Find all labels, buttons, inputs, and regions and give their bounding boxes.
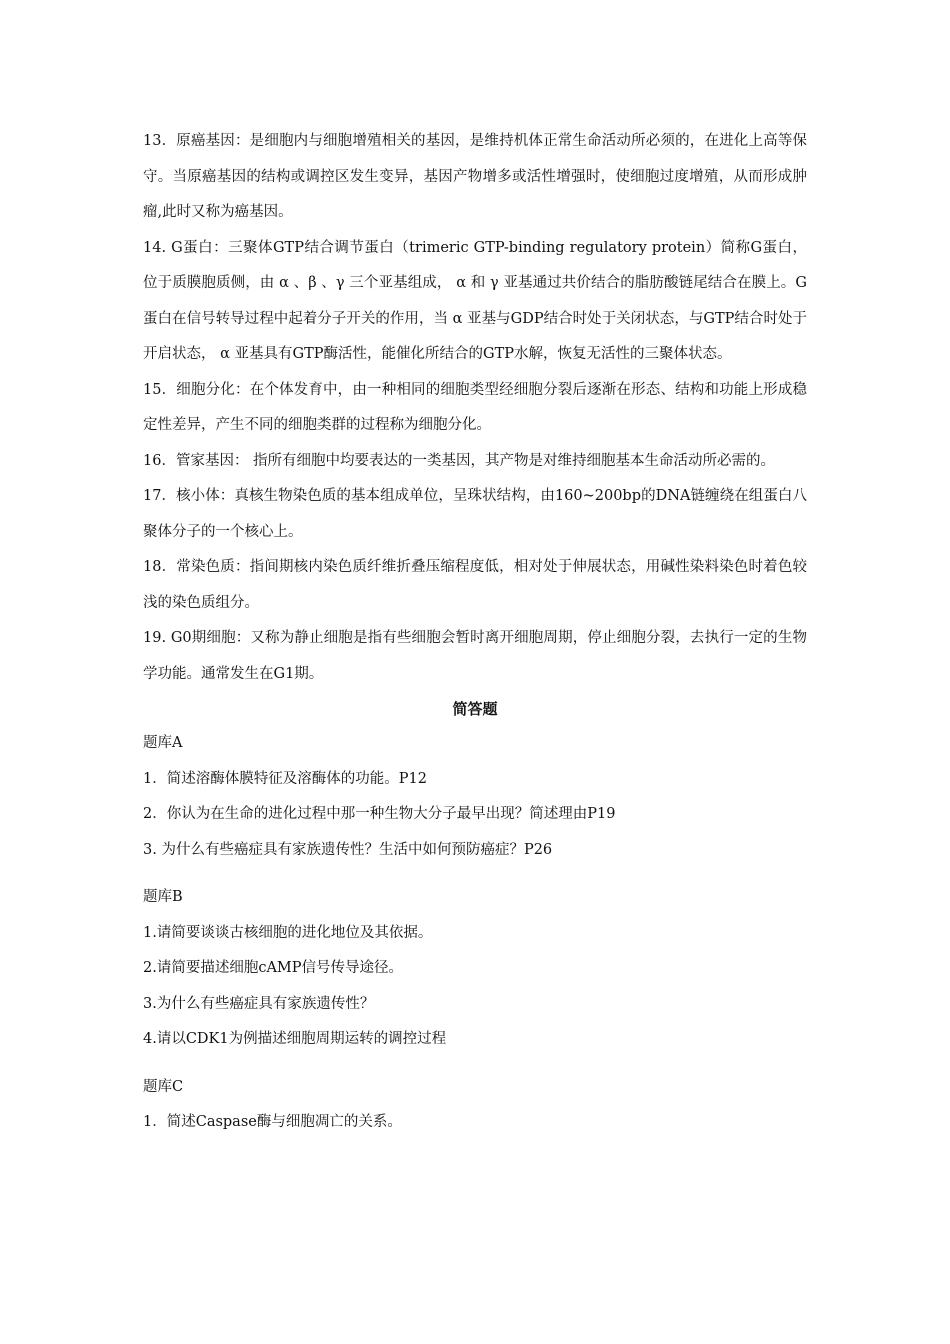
bank-c-question: 1．简述Caspase酶与细胞凋亡的关系。	[143, 1114, 402, 1130]
definition-14: 14. G蛋白：三聚体GTP结合调节蛋白（trimeric GTP-binding regulatory protein）简称G蛋白，位于质膜胞质侧，由 α 、β 、γ 三个亚基组成， α 和 γ 亚基通过共价结合的脂肪酸链尾结合在膜上。G蛋白在信号转导过程中起着分子开关的作用，当 α 亚基与GDP结合时处于关闭状态，与GTP结合时处于开启状态， α 亚基具有GTP酶活性，能催化所结合的GTP水解，恢复无活性的三聚体状态。	[143, 239, 807, 362]
bank-a-question: 2．你认为在生命的进化过程中那一种生物大分子最早出现？简述理由P19	[143, 806, 616, 822]
section-heading: 简答题	[452, 700, 498, 718]
bank-a-question: 1．简述溶酶体膜特征及溶酶体的功能。P12	[143, 770, 427, 787]
spacer	[143, 868, 807, 880]
definition-15: 15．细胞分化：在个体发育中，由一种相同的细胞类型经细胞分裂后逐渐在形态、结构和功能上形成稳定性差异，产生不同的细胞类群的过程称为细胞分化。	[143, 381, 807, 433]
bank-b-question: 3.为什么有些癌症具有家族遗传性？	[143, 995, 375, 1012]
definition-17: 17．核小体：真核生物染色质的基本组成单位，呈珠状结构，由160~200bp的DNA链缠绕在组蛋白八聚体分子的一个核心上。	[143, 488, 807, 540]
question-bank-b	[143, 880, 807, 1058]
bank-a-label: 题库A	[143, 735, 183, 751]
bank-b-question: 4.请以CDK1为例描述细胞周期运转的调控过程	[143, 1031, 447, 1047]
bank-b-question: 1.请简要谈谈古核细胞的进化地位及其依据。	[143, 924, 433, 941]
question-bank-a	[143, 726, 807, 868]
bank-b-question: 2.请简要描述细胞cAMP信号传导途径。	[143, 960, 404, 976]
definition-13: 13．原癌基因：是细胞内与细胞增殖相关的基因，是维持机体正常生命活动所必须的，在进化上高等保守。当原癌基因的结构或调控区发生变异，基因产物增多或活性增强时，使细胞过度增殖，从而形成肿瘤,此时又称为癌基因。	[143, 133, 807, 220]
definition-19: 19. G0期细胞：又称为静止细胞是指有些细胞会暂时离开细胞周期，停止细胞分裂，去执行一定的生物学功能。通常发生在G1期。	[143, 630, 807, 682]
bank-a-question: 3. 为什么有些癌症具有家族遗传性？生活中如何预防癌症？P26	[143, 841, 553, 858]
definition-18: 18．常染色质：指间期核内染色质纤维折叠压缩程度低，相对处于伸展状态，用碱性染料染色时着色较浅的染色质组分。	[143, 559, 807, 611]
bank-b-label: 题库B	[143, 889, 183, 905]
bank-c-label: 题库C	[143, 1078, 184, 1095]
spacer	[143, 1058, 807, 1070]
question-bank-c	[143, 1070, 807, 1141]
definition-16: 16．管家基因： 指所有细胞中均要表达的一类基因，其产物是对维持细胞基本生命活动所必需的。	[143, 452, 776, 469]
